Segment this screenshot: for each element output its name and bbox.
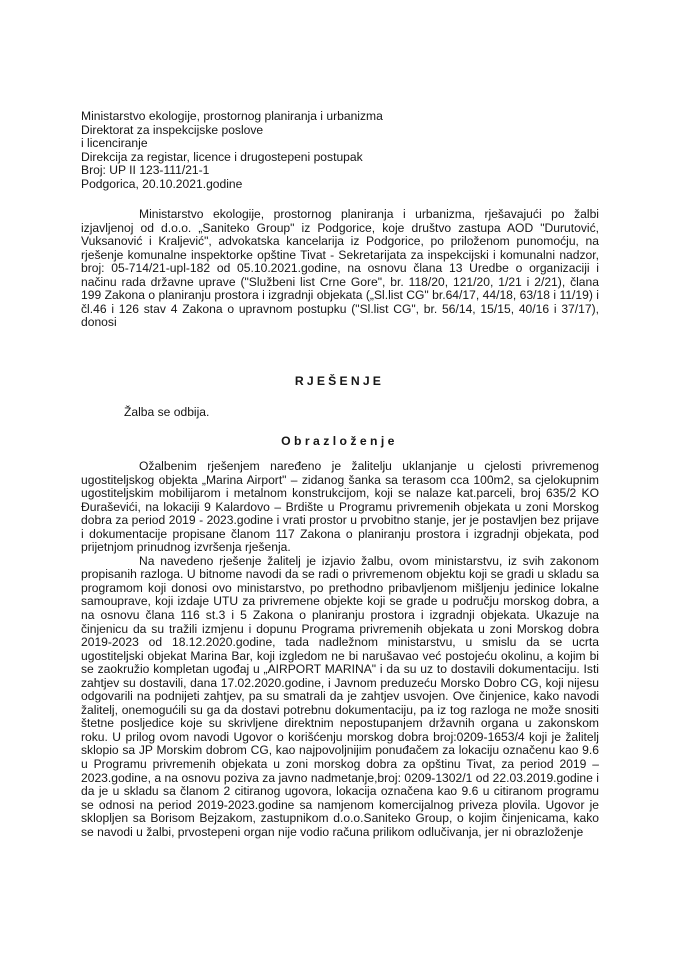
- header-directorate-cont: i licenciranje: [81, 136, 148, 151]
- intro-paragraph: Ministarstvo ekologije, prostornog planiranja i urbanizma, rješavajući po žalbi izjavljenoj od d.o.o. „Saniteko Group" iz Podgorice, koje društvo zastupa AOD "Durutović, Vuksanović i Kraljević", advokatska kancelarija iz Podgorice, po priloženom punomoćju, na rješenje komunalne inspektorke opštine Tivat - Sekretarijata za inspekcijski i komunalni nadzor, broj: 05-714/21-upl-182 od 05.10.2021.godine, na osnovu člana 13 Uredbe o organizaciji i načinu rada državne uprave ("Službeni list Crne Gore", br. 118/20, 121/20, 1/21 i 2/21), člana 199 Zakona o planiranju prostora i izgradnji objekata („Sl.list CG" br.64/17, 44/18, 63/18 i 11/19) i čl.46 i 126 stav 4 Zakona o upravnom postupku ("Sl.list CG", br. 56/14, 15/15, 40/16 i 37/17), donosi: [81, 207, 599, 330]
- decision-text: Žalba se odbija.: [124, 405, 210, 419]
- header-case-number: Broj: UP II 123-111/21-1: [81, 163, 210, 178]
- document-header: [81, 110, 501, 192]
- reasoning-title: Obrazloženje: [281, 434, 398, 448]
- header-directorate-office: Direkcija za registar, licence i drugostepeni postupak: [81, 149, 363, 164]
- header-directorate: Direktorat za inspekcijske poslove: [81, 122, 264, 137]
- intro-section: [81, 208, 599, 330]
- header-place-date: Podgorica, 20.10.2021.godine: [81, 176, 243, 191]
- header-ministry: Ministarstvo ekologije, prostornog planiranja i urbanizma: [81, 109, 383, 123]
- decision-title: RJEŠENJE: [294, 374, 385, 388]
- reasoning-paragraph: Ožalbenim rješenjem naređeno je žalitelju uklanjanje u cjelosti privremenog ugostiteljskog objekta „Marina Airport" – zidanog šanka sa terasom cca 100m2, sa cjelokupnim ugostiteljskim mobilijarom i metalnom konstrukcijom, koji se nalaze kat.parceli, broj 635/2 KO Đuraševići, na lokaciji 9 Kalardovo – Brdište u Programu privremenih objekata u zoni Morskog dobra za period 2019 - 2023.godine i vrati prostor u prvobitno stanje, jer je postavljen bez prijave i dokumentacije propisane članom 117 Zakona o planiranju prostora i izgradnji objekata, pod prijetnjom prinudnog izvršenja rješenja.: [81, 459, 599, 555]
- reasoning-paragraph: Na navedeno rješenje žalitelj je izjavio žalbu, ovom ministarstvu, iz svih zakonom propisanih razloga. U bitnome navodi da se radi o privremenom objektu koji se gradi u skladu sa programom koji donosi ovo ministarstvo, po prethodno pribavljenom mišljenju jedinice lokalne samouprave, koji izdaje UTU za privremene objekte koji se grade u području morskog dobra, a na osnovu člana 116 st.3 i 5 Zakona o planiranju prostora i izgradnji objekata. Ukazuje na činjenicu da su tražili izmjenu i dopunu Programa privremenih objekata u zoni Morskog dobra 2019-2023 od 18.12.2020.godine, tada nadležnom ministarstvu, u smislu da se ucrta ugostiteljski objekat Marina Bar, koji izgledom ne bi narušavao već postojeću okolinu, a kojim bi se zaokružio kompletan ugođaj u „AIRPORT MARINA" i da su uz to dostavili dokumentaciju. Isti zahtjev su dostavili, dana 17.02.2020.godine, i Javnom preduzeću Morsko Dobro CG, koji nijesu odgovarili na podnijeti zahtjev, pa su smatrali da je zahtjev usvojen. Ove činjenice, kako navodi žalitelj, onemogućili su ga da dostavi potrebnu dokumentaciju, pa iz tog razloga ne može snositi štetne posljedice koje su skrivljene direktnim nepostupanjem državnih organa u zakonskom roku. U prilog ovom navodi Ugovor o korišćenju morskog dobra broj:0209-1653/4 koji je žalitelj sklopio sa JP Morskim dobrom CG, kao najpovoljnijim ponuđačem za lokaciju označenu kao 9.6 u Programu privremenih objekata u zoni morskog dobra za opštinu Tivat, za period 2019 – 2023.godine, a na osnovu poziva za javno nadmetanje,broj: 0209-1302/1 od 22.03.2019.godine i da je u skladu sa članom 2 citiranog ugovora, lokacija označena kao 9.6 u citiranom programu se odnosi na period 2019-2023.godine sa namjenom komercijalnog priveza plovila. Ugovor je sklopljen sa Borisom Bejzakom, zastupnikom d.o.o.Saniteko Group, o kojim činjenicama, kako se navodi u žalbi, prvostepeni organ nije vodio računa prilikom odlučivanja, jer ni obrazloženje: [81, 553, 599, 839]
- reasoning-section: [81, 460, 599, 839]
